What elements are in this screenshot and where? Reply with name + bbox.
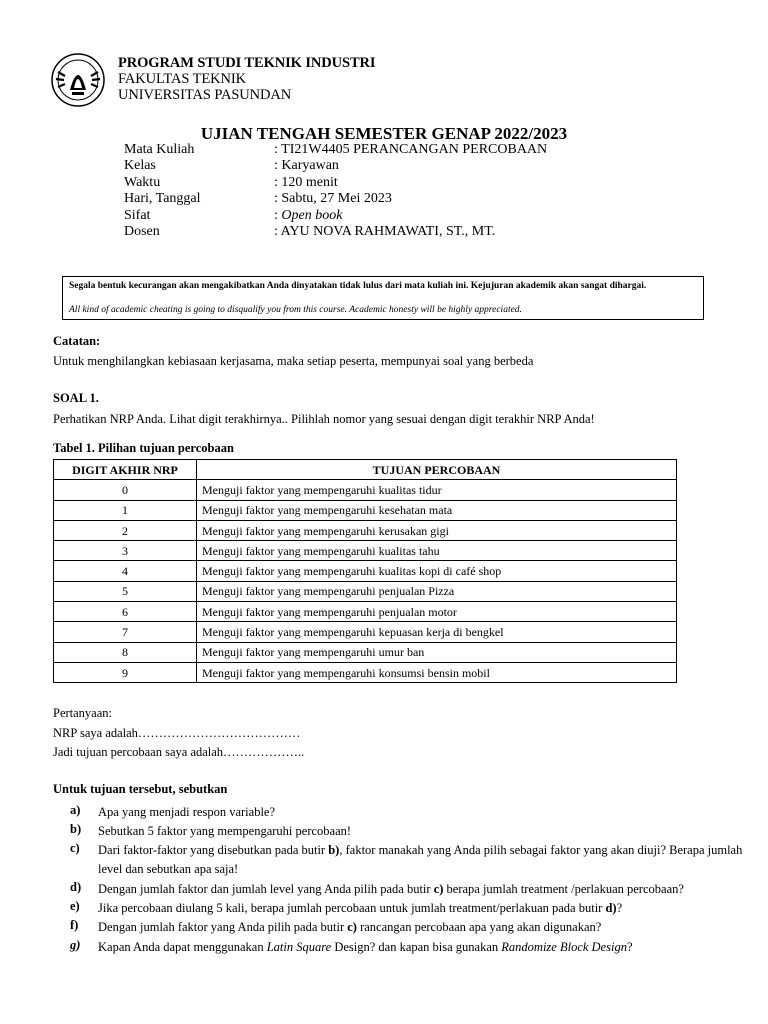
objective-cell: Menguji faktor yang mempengaruhi kualitas kopi di café shop	[197, 561, 677, 581]
table-row	[54, 642, 677, 662]
digit-cell: 3	[54, 541, 197, 561]
table-row	[54, 622, 677, 642]
digit-cell: 9	[54, 662, 197, 682]
objective-cell: Menguji faktor yang mempengaruhi kesehatan mata	[197, 500, 677, 520]
info-row-date: Hari, Tanggal : Sabtu, 27 Mei 2023	[124, 191, 392, 207]
table-row	[54, 500, 677, 520]
objective-cell: Menguji faktor yang mempengaruhi penjualan motor	[197, 602, 677, 622]
exam-info	[124, 142, 547, 240]
sebutkan-heading: Untuk tujuan tersebut, sebutkan	[53, 782, 228, 796]
table-row	[54, 480, 677, 500]
objective-cell: Menguji faktor yang mempengaruhi kepuasan kerja di bengkel	[197, 622, 677, 642]
digit-cell: 2	[54, 520, 197, 540]
table-row	[54, 602, 677, 622]
nrp-line: NRP saya adalah…………………………………	[53, 726, 301, 740]
table-header-row	[54, 460, 677, 480]
table-row	[54, 541, 677, 561]
university-logo-icon	[50, 52, 106, 108]
digit-cell: 8	[54, 642, 197, 662]
info-row-nature: Sifat : Open book	[124, 207, 343, 223]
program-name: PROGRAM STUDI TEKNIK INDUSTRI	[118, 55, 376, 71]
objective-cell: Menguji faktor yang mempengaruhi penjualan Pizza	[197, 581, 677, 601]
info-row-lecturer: Dosen : AYU NOVA RAHMAWATI, ST., MT.	[124, 224, 496, 240]
objective-line: Jadi tujuan percobaan saya adalah………………..	[53, 745, 305, 759]
digit-cell: 1	[54, 500, 197, 520]
digit-cell: 0	[54, 480, 197, 500]
warning-text-en: All kind of academic cheating is going to disqualify you from this course. Academic honesty will be highly appreciated.	[69, 305, 522, 315]
info-row-class: Kelas : Karyawan	[124, 158, 339, 174]
exam-title: UJIAN TENGAH SEMESTER GENAP 2022/2023	[200, 124, 568, 143]
pertanyaan-label: Pertanyaan:	[53, 706, 113, 720]
objective-cell: Menguji faktor yang mempengaruhi kualitas tidur	[197, 480, 677, 500]
table-row	[54, 520, 677, 540]
digit-cell: 5	[54, 581, 197, 601]
objective-cell: Menguji faktor yang mempengaruhi kualitas tahu	[197, 541, 677, 561]
table-row	[54, 581, 677, 601]
table-caption: Tabel 1. Pilihan tujuan percobaan	[53, 441, 234, 455]
objectives-table	[53, 459, 677, 683]
digit-cell: 6	[54, 602, 197, 622]
table-row	[54, 662, 677, 682]
digit-cell: 4	[54, 561, 197, 581]
info-row-course: Mata Kuliah : TI21W4405 PERANCANGAN PERCOBAAN	[124, 142, 548, 157]
soal-heading: SOAL 1.	[53, 391, 99, 405]
column-header: TUJUAN PERCOBAAN	[197, 460, 677, 480]
table-row	[54, 561, 677, 581]
notes-text: Untuk menghilangkan kebiasaan kerjasama, maka setiap peserta, mempunyai soal yang berbeda	[53, 354, 534, 368]
column-header: DIGIT AKHIR NRP	[54, 460, 197, 480]
academic-honesty-box	[62, 276, 704, 320]
info-row-time: Waktu : 120 menit	[124, 174, 338, 190]
digit-cell: 7	[54, 622, 197, 642]
university-name: UNIVERSITAS PASUNDAN	[118, 87, 292, 103]
warning-text-id: Segala bentuk kecurangan akan mengakibatkan Anda dinyatakan tidak lulus dari mata kuliah ini. Kejujuran akademik akan sangat dihargai.	[69, 281, 647, 291]
objective-cell: Menguji faktor yang mempengaruhi kerusakan gigi	[197, 520, 677, 540]
notes-label: Catatan:	[53, 334, 101, 348]
soal-instruction: Perhatikan NRP Anda. Lihat digit terakhirnya.. Pilihlah nomor yang sesuai dengan digit terakhir NRP Anda!	[53, 412, 595, 426]
objective-cell: Menguji faktor yang mempengaruhi konsumsi bensin mobil	[197, 662, 677, 682]
faculty-name: FAKULTAS TEKNIK	[118, 71, 246, 87]
objective-cell: Menguji faktor yang mempengaruhi umur ban	[197, 642, 677, 662]
